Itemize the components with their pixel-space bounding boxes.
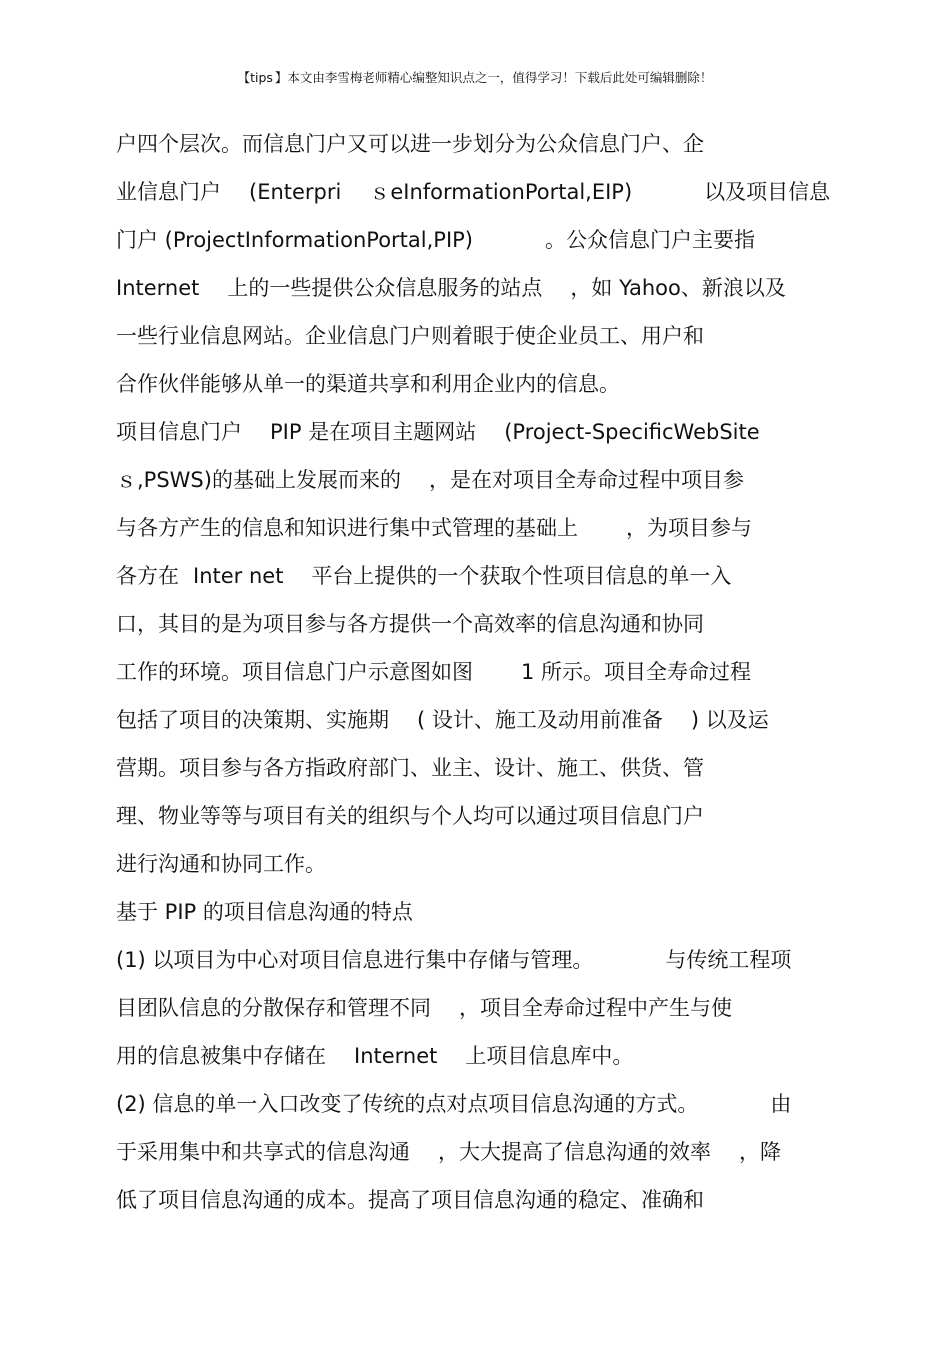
- text-line-14: [116, 744, 856, 792]
- text-segment: 上的一些提供公众信息服务的站点: [227, 276, 543, 300]
- text-segment: (2) 信息的单一入口改变了传统的点对点项目信息沟通的方式。: [116, 1092, 699, 1116]
- text-segment: (Project-SpecificWebSite: [504, 420, 760, 444]
- text-segment: 项目信息门户: [116, 420, 242, 444]
- text-line-13: [116, 696, 856, 744]
- text-segment: ｓeInformationPortal,EIP): [369, 180, 633, 204]
- text-segment: 于采用集中和共享式的信息沟通: [116, 1140, 410, 1164]
- text-segment: 低了项目信息沟通的成本。提高了项目信息沟通的稳定、准确和: [116, 1188, 704, 1212]
- text-segment: ，大大提高了信息沟通的效率: [438, 1140, 711, 1164]
- text-line-20: [116, 1032, 856, 1080]
- body-text: [116, 120, 856, 1224]
- text-segment: 工作的环境。项目信息门户示意图如图: [116, 660, 473, 684]
- text-line-1: [116, 120, 856, 168]
- text-line-4: [116, 264, 856, 312]
- text-segment: ( 设计、施工及动用前准备: [417, 708, 663, 732]
- text-line-7: [116, 408, 856, 456]
- text-line-12: [116, 648, 856, 696]
- text-segment: 目团队信息的分散保存和管理不同: [116, 996, 431, 1020]
- text-segment: 合作伙伴能够从单一的渠道共享和利用企业内的信息。: [116, 372, 620, 396]
- text-segment: 由: [770, 1092, 792, 1116]
- text-line-2: [116, 168, 856, 216]
- text-line-9: [116, 504, 856, 552]
- text-line-3: [116, 216, 856, 264]
- text-segment: 上项目信息库中。: [465, 1044, 634, 1068]
- text-segment: 1 所示。项目全寿命过程: [521, 660, 752, 684]
- text-segment: 门户 (ProjectInformationPortal,PIP): [116, 228, 473, 252]
- text-segment: PIP 是在项目主题网站: [270, 420, 477, 444]
- text-segment: (1) 以项目为中心对项目信息进行集中存储与管理。: [116, 948, 594, 972]
- text-segment: 。公众信息门户主要指: [545, 228, 755, 252]
- text-segment: 平台上提供的一个获取个性项目信息的单一入: [311, 564, 732, 588]
- text-line-19: [116, 984, 856, 1032]
- text-segment: 基于 PIP 的项目信息沟通的特点: [116, 900, 413, 924]
- text-segment: ，为项目参与: [626, 516, 752, 540]
- text-segment: 户四个层次。而信息门户又可以进一步划分为公众信息门户、企: [116, 132, 704, 156]
- text-segment: 理、物业等等与项目有关的组织与个人均可以通过项目信息门户: [116, 804, 704, 828]
- text-segment: 进行沟通和协同工作。: [116, 852, 326, 876]
- text-segment: 各方在: [116, 564, 179, 588]
- text-segment: ，是在对项目全寿命过程中项目参: [428, 468, 744, 492]
- text-line-8: [116, 456, 856, 504]
- text-segment: 以及项目信息: [704, 180, 831, 204]
- text-line-6: [116, 360, 856, 408]
- text-segment: 包括了项目的决策期、实施期: [116, 708, 389, 732]
- text-line-22: [116, 1128, 856, 1176]
- text-segment: 与传统工程项: [665, 948, 792, 972]
- text-segment: 营期。项目参与各方指政府部门、业主、设计、施工、供货、管: [116, 756, 704, 780]
- text-segment: Inter net: [193, 564, 284, 588]
- text-line-18: [116, 936, 856, 984]
- text-segment: Internet: [116, 276, 200, 300]
- header-tip-text: 】本文由李雪梅老师精心编整知识点之一，值得学习！下载后此处可编辑删除！: [274, 70, 713, 85]
- text-line-23: [116, 1176, 856, 1224]
- text-segment: Internet: [354, 1044, 438, 1068]
- text-segment: 业信息门户: [116, 180, 221, 204]
- page-header-tip: [0, 69, 950, 87]
- text-segment: 用的信息被集中存储在: [116, 1044, 326, 1068]
- text-segment: 口，其目的是为项目参与各方提供一个高效率的信息沟通和协同: [116, 612, 704, 636]
- text-segment: 与各方产生的信息和知识进行集中式管理的基础上: [116, 516, 578, 540]
- text-segment: ｓ,PSWS)的基础上发展而来的: [116, 468, 401, 492]
- text-line-15: [116, 792, 856, 840]
- text-line-21: [116, 1080, 856, 1128]
- text-segment: ，降: [739, 1140, 781, 1164]
- section-heading: [116, 888, 856, 936]
- text-line-5: [116, 312, 856, 360]
- text-segment: ，如 Yahoo、新浪以及: [570, 276, 786, 300]
- header-tip-tag: 【tips: [237, 70, 273, 85]
- text-segment: (Enterpri: [249, 180, 342, 204]
- text-line-16: [116, 840, 856, 888]
- text-line-11: [116, 600, 856, 648]
- text-segment: ) 以及运: [690, 708, 769, 732]
- text-line-10: [116, 552, 856, 600]
- text-segment: ，项目全寿命过程中产生与使: [459, 996, 732, 1020]
- text-segment: 一些行业信息网站。企业信息门户则着眼于使企业员工、用户和: [116, 324, 704, 348]
